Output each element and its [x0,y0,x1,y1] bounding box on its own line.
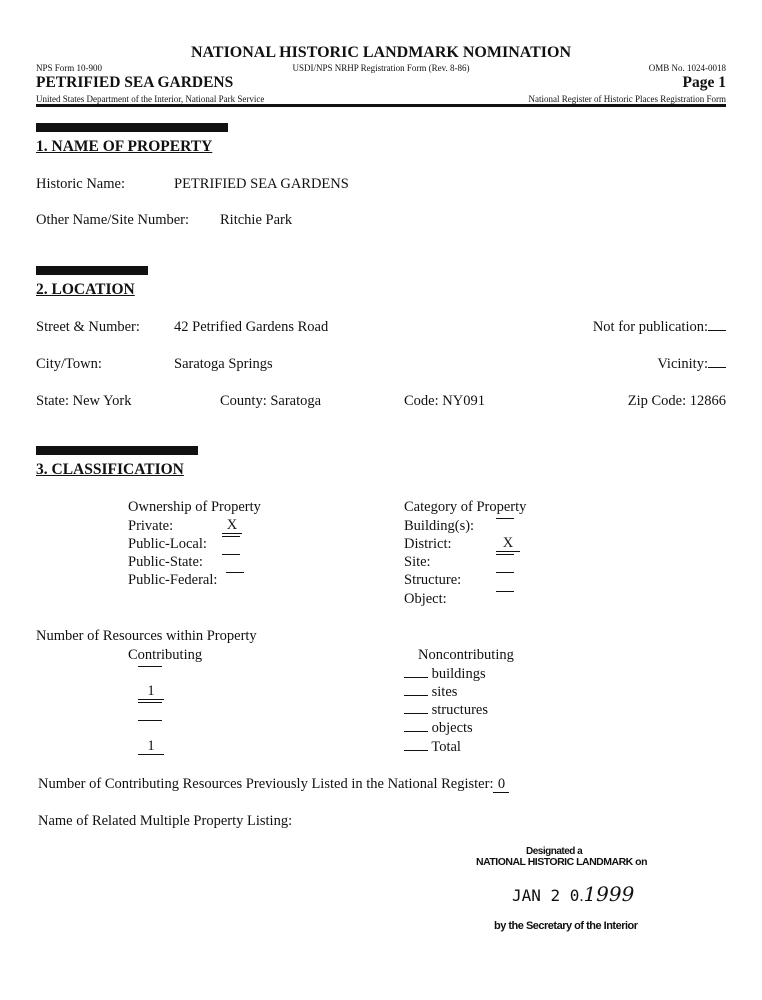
form-number: NPS Form 10-900 [36,63,103,73]
noncontributing-objects [404,720,473,737]
ownership-public-state-mark [222,554,240,555]
noncontributing-total-label: Total [431,739,461,755]
ownership-public-local-mark [222,536,240,537]
noncontributing-sites-label: sites [431,684,458,700]
category-building-label: Building(s): [404,518,475,534]
code-field: Code: NY091 [404,393,485,409]
form-title: NATIONAL HISTORIC LANDMARK NOMINATION [190,44,572,61]
section2-bar [36,266,148,275]
noncontributing-buildings [404,666,486,683]
contributing-objects [138,720,162,721]
section2-heading: 2. LOCATION [36,281,135,298]
category-structure-mark [496,572,514,573]
related-listing-label: Name of Related Multiple Property Listing: [38,813,293,829]
not-for-publication [593,319,726,336]
resources-title: Number of Resources within Property [36,628,257,644]
category-site-label: Site: [404,554,431,570]
previously-listed-value: 0 [493,777,509,793]
header-rule [36,104,726,107]
ownership-private-label: Private: [128,518,174,534]
category-object-label: Object: [404,591,447,607]
page-number: Page 1 [682,74,726,91]
stamp-date-printed: JAN 2 0 [512,886,580,905]
previously-listed [38,776,509,793]
noncontributing-structures-label: structures [431,702,488,718]
stamp-line3: by the Secretary of the Interior [494,920,638,932]
stamp-date-handwritten: 1999 [583,882,635,906]
contributing-sites: 1 [138,684,164,700]
street-value: 42 Petrified Gardens Road [174,319,329,335]
section3-heading: 3. CLASSIFICATION [36,461,184,478]
category-district-label: District: [404,536,452,552]
historic-name-value: PETRIFIED SEA GARDENS [174,176,349,192]
noncontributing-sites [404,684,457,701]
vicinity-blank [708,367,726,368]
category-site-mark [496,554,514,555]
ownership-title: Ownership of Property [128,499,261,515]
county-field: County: Saratoga [220,393,322,409]
section1-heading: 1. NAME OF PROPERTY [36,138,213,155]
not-for-publication-blank [708,330,726,331]
previously-listed-label: Number of Contributing Resources Previously Listed in the National Register: [38,776,494,792]
ownership-public-federal-label: Public-Federal: [128,572,218,588]
noncontributing-buildings-label: buildings [431,666,486,682]
city-label: City/Town: [36,356,102,372]
ownership-public-state-label: Public-State: [128,554,203,570]
category-building-mark [496,518,514,519]
contributing-total: 1 [138,739,164,755]
department-label: United States Department of the Interior, National Park Service [36,94,265,104]
noncontributing-structures [404,702,488,719]
other-name-value: Ritchie Park [220,212,293,228]
contributing-title: Contributing [128,647,203,663]
section1-bar [36,123,228,132]
street-label: Street & Number: [36,319,140,335]
section3-bar [36,446,198,455]
zip-field: Zip Code: 12866 [627,393,726,409]
state-field: State: New York [36,393,132,409]
omb-number: OMB No. 1024-0018 [648,63,726,73]
stamp-line1: Designated a [526,846,583,857]
stamp-line2: NATIONAL HISTORIC LANDMARK on [476,856,647,868]
ownership-private-mark: X [222,518,242,534]
category-title: Category of Property [404,499,527,515]
noncontributing-title: Noncontributing [418,647,514,663]
noncontributing-objects-label: objects [431,720,473,736]
category-object-mark [496,591,514,592]
vicinity-label: Vicinity: [657,356,708,372]
header-property-name: PETRIFIED SEA GARDENS [36,74,234,91]
vicinity [657,356,726,373]
historic-name-label: Historic Name: [36,176,125,192]
category-structure-label: Structure: [404,572,462,588]
other-name-label: Other Name/Site Number: [36,212,190,228]
registration-form-label: USDI/NPS NRHP Registration Form (Rev. 8-86) [292,63,470,73]
ownership-public-local-label: Public-Local: [128,536,207,552]
register-label: National Register of Historic Places Registration Form [528,94,726,104]
noncontributing-total [404,739,461,756]
ownership-public-federal-mark [226,572,244,573]
contributing-buildings [138,666,162,667]
not-for-publication-label: Not for publication: [592,319,708,335]
category-district-mark: X [496,536,520,552]
contributing-structures [138,702,162,703]
city-value: Saratoga Springs [174,356,273,372]
stamp-date: JAN 2 0.1999 [512,882,635,906]
